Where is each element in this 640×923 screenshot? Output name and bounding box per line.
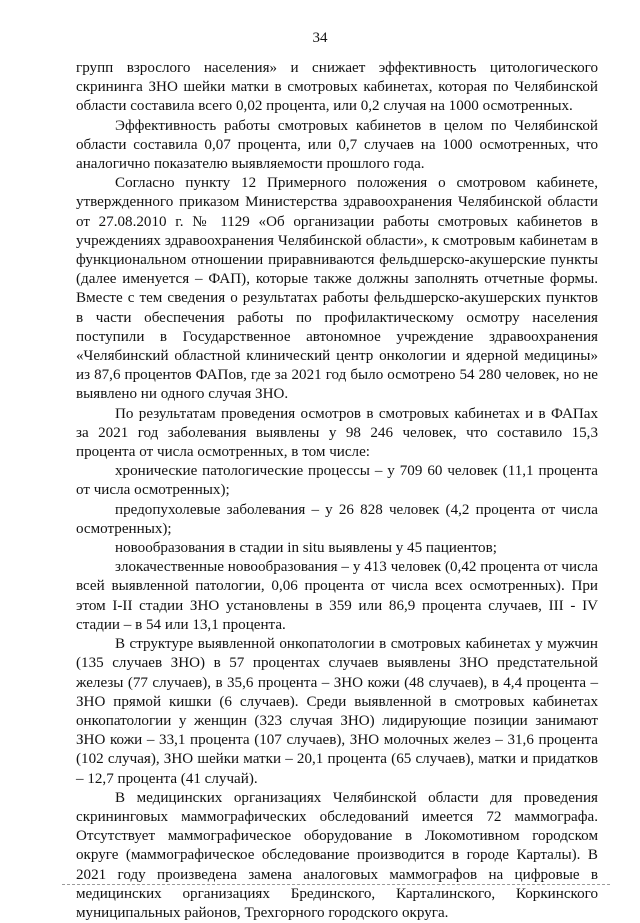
paragraph-2: Эффективность работы смотровых кабинетов в целом по Челябинской области составила 0,07 процента, или 0,7 случаев на 1000 осмотренных, что аналогично показателю выявляемости прошлого года.	[76, 117, 598, 173]
paragraph-3: Согласно пункту 12 Примерного положения о смотровом кабинете, утвержденного приказом Министерства здравоохранения Челябинской области от 27.08.2010 г. № 1129 «Об организации работы смотровых кабинетов в учреждениях здравоохранения Челябинской области», к смотровым кабинетам в функциональном отношении приравниваются фельдшерско-акушерские пункты (далее именуется – ФАП), которые также должны заполнять отчетные формы. Вместе с тем сведения о результатах работы фельдшерско-акушерских пунктов в части обеспечения работы по профилактическому осмотру населения поступили в Государственное автономное учреждение здравоохранения «Челябинский областной клинический центр онкологии и ядерной медицины» из 87,6 процентов ФАПов, где за 2021 год было осмотрено 54 280 человек, но не выявлено ни одного случая ЗНО.	[76, 175, 598, 403]
page-number: 34	[312, 30, 328, 46]
list-item-in-situ: новообразования в стадии in situ выявлены у 45 пациентов;	[115, 540, 497, 557]
paragraph-mammography: В медицинских организациях Челябинской области для проведения скрининговых маммографических обследований имеется 72 маммографа. Отсутствует маммографическое оборудование в Локомотивном городском округе (маммографическое обследование производится в городе Карталы). В 2021 году произведена замена аналоговых маммографов на цифровые в медицинских организациях Брединского, Карталинского, Коркинского муниципальных районов, Трехгорного городского округа.	[76, 789, 598, 921]
paragraph-structure: В структуре выявленной онкопатологии в смотровых кабинетах у мужчин (135 случаев ЗНО) в 57 процентах случаев выявлены ЗНО предстательной железы (77 случаев), в 35,6 процента – ЗНО кожи (48 случаев), в 4,4 процента – ЗНО прямой кишки (6 случаев). Среди выявленной в смотровых кабинетах онкопатологии у женщин (323 случая ЗНО) лидирующие позиции занимают ЗНО кожи – 33,1 процента (107 случаев), ЗНО молочных желез – 31,6 процента (102 случая), ЗНО шейки матки – 20,1 процента (65 случаев), матки и придатков – 12,7 процента (41 случай).	[76, 636, 598, 787]
list-item-precancerous: предопухолевые заболевания – у 26 828 человек (4,2 процента от числа осмотренных);	[76, 501, 598, 537]
list-item-chronic: хронические патологические процессы – у 709 60 человек (11,1 процента от числа осмотренных);	[76, 463, 598, 499]
paragraph-1: групп взрослого населения» и снижает эффективность цитологического скрининга ЗНО шейки матки в смотровых кабинетах, которая по Челябинской области составила всего 0,02 процента, или 0,2 случая на 1000 осмотренных.	[76, 60, 598, 115]
list-item-malignant: злокачественные новообразования – у 413 человек (0,42 процента от числа всей выявленной патологии, 0,06 процента от числа всех осмотренных). При этом I-II стадии ЗНО установлены в 359 или 86,9 процента случаев, III - IV стадии – в 54 или 13,1 процента.	[76, 559, 598, 633]
document-body	[76, 59, 598, 923]
paragraph-4: По результатам проведения осмотров в смотровых кабинетах и в ФАПах за 2021 год заболевания выявлены у 98 246 человек, что составило 15,3 процента от числа осмотренных, в том числе:	[76, 405, 598, 461]
bottom-divider	[62, 884, 610, 885]
